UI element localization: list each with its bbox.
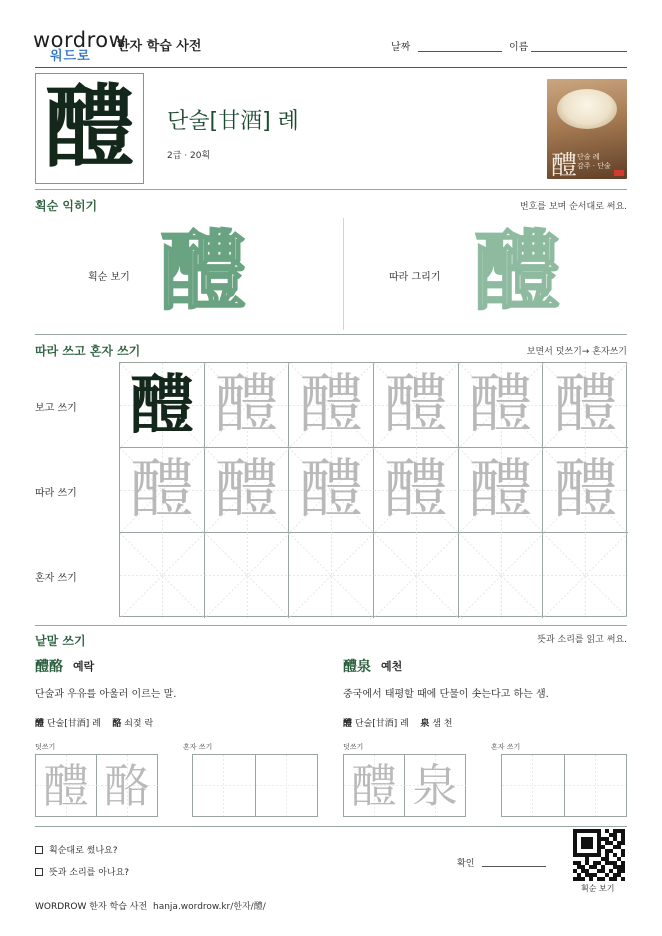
grid-cell-solo[interactable]: [543, 533, 628, 618]
grid-cell-trace[interactable]: [374, 448, 459, 533]
grid-cell-trace[interactable]: [120, 448, 205, 533]
app-title: 한자 학습 사전: [117, 39, 202, 54]
check-stroke-order-label: 획순대로 썼나요?: [49, 846, 118, 856]
word2-trace-char1: 醴: [351, 759, 397, 813]
word2-solo-cell[interactable]: [565, 755, 627, 816]
date-label: 날짜: [391, 42, 411, 53]
cell-guide-lines: [256, 755, 317, 816]
qr-label: 획순 보기: [581, 884, 615, 893]
stroke-trace-character: 醴: [474, 221, 560, 322]
stroke-section-note: 번호를 보며 순서대로 써요.: [519, 202, 627, 212]
photo-character: 醴: [551, 151, 578, 179]
word2-solo-box[interactable]: [501, 754, 627, 817]
grid-cell-view[interactable]: [205, 363, 290, 448]
hero-divider: [35, 189, 627, 190]
word1-reading: 예락: [73, 660, 95, 673]
name-field-line: [531, 51, 627, 52]
grid-character: 醴: [214, 368, 279, 442]
grid-character: 醴: [383, 453, 448, 527]
grid-cell-solo[interactable]: [459, 533, 544, 618]
header-divider: [35, 67, 627, 68]
word2-part2-char: 泉: [420, 719, 430, 729]
word2-meaning: 중국에서 태평할 때에 단물이 솟는다고 하는 샘.: [343, 689, 549, 700]
writing-section-note: 보면서 덧쓰기→ 혼자쓰기: [526, 347, 627, 357]
word2-trace-char2: 泉: [412, 759, 458, 813]
footer-brand: WORDROW 한자 학습 사전: [35, 902, 148, 912]
grid-guide-lines: [289, 533, 374, 618]
grid-guide-lines: [543, 533, 628, 618]
writing-grid: [119, 362, 627, 617]
row-label-solo: 혼자 쓰기: [35, 573, 77, 584]
word1-trace-box[interactable]: [35, 754, 158, 817]
grid-cell-view[interactable]: [543, 363, 628, 448]
grid-cell-solo[interactable]: [289, 533, 374, 618]
qr-code-icon[interactable]: [573, 829, 625, 881]
photo-caption-line1: 단술 례: [577, 153, 600, 161]
word1-parts: [35, 716, 153, 729]
grid-cell-trace[interactable]: [543, 448, 628, 533]
photo-caption-line2: 감주 · 단술: [577, 162, 611, 170]
word2-part1-char: 醴: [343, 719, 353, 729]
word1-trace-cell[interactable]: [97, 755, 157, 816]
grid-cell-trace[interactable]: [289, 448, 374, 533]
stroke-order-character: 醴: [160, 221, 246, 322]
grid-cell-trace[interactable]: [459, 448, 544, 533]
photo-badge: [614, 170, 624, 176]
grid-guide-lines: [374, 533, 459, 618]
word2-part2-gloss: 샘 천: [432, 719, 453, 729]
word2-part1-gloss: 단술[甘酒] 례: [354, 719, 409, 729]
logo-korean: 워드로: [50, 49, 91, 64]
vocab-section-note: 뜻과 소리를 읽고 써요.: [537, 635, 627, 645]
word1-trace-char2: 酪: [104, 759, 150, 813]
word1-trace-cell[interactable]: [36, 755, 97, 816]
confirm-signature-line: [482, 866, 546, 867]
check-meaning-sound-label: 뜻과 소리를 아나요?: [49, 868, 130, 878]
grid-character: 醴: [299, 368, 364, 442]
word1-hanja: 醴酪: [35, 659, 63, 675]
name-label: 이름: [509, 42, 529, 53]
writing-section-title: 따라 쓰고 혼자 쓰기: [35, 344, 141, 358]
stroke-divider: [343, 218, 344, 330]
grid-character: 醴: [468, 368, 533, 442]
grid-character: 醴: [553, 453, 618, 527]
bowl-image: [557, 89, 617, 129]
word1-trace-char1: 醴: [43, 759, 89, 813]
grid-cell-view[interactable]: [459, 363, 544, 448]
word1-trace-label: 덧쓰기: [35, 743, 56, 751]
word2-trace-label: 덧쓰기: [343, 743, 364, 751]
grid-guide-lines: [459, 533, 544, 618]
grid-character: 醴: [299, 453, 364, 527]
grid-guide-lines: [205, 533, 290, 618]
word1-solo-box[interactable]: [192, 754, 318, 817]
confirm-label: 확인: [457, 859, 475, 869]
vocab-section-title: 낱말 쓰기: [35, 634, 86, 648]
word2-solo-cell[interactable]: [502, 755, 565, 816]
cell-guide-lines: [193, 755, 254, 816]
checkbox-meaning-sound[interactable]: [35, 868, 43, 876]
word2-parts: [343, 716, 452, 729]
row-label-view: 보고 쓰기: [35, 403, 77, 414]
grid-guide-lines: [120, 533, 205, 618]
grid-character: 醴: [129, 453, 194, 527]
word2-trace-cell[interactable]: [405, 755, 465, 816]
grid-cell-trace[interactable]: [205, 448, 290, 533]
grid-cell-view[interactable]: [120, 363, 205, 448]
word1-part1-char: 醴: [35, 719, 45, 729]
stroke-view-label: 획순 보기: [88, 272, 130, 283]
check-stroke-order[interactable]: [35, 843, 118, 856]
grid-cell-view[interactable]: [374, 363, 459, 448]
hero-meta: 2급 · 20획: [167, 151, 211, 161]
stroke-trace-label: 따라 그리기: [389, 272, 441, 283]
date-field-line: [418, 51, 502, 52]
grid-cell-view[interactable]: [289, 363, 374, 448]
vocab-section-divider: [35, 826, 627, 827]
row-label-trace: 따라 쓰기: [35, 488, 77, 499]
stroke-section-title: 획순 익히기: [35, 199, 98, 213]
stroke-section-divider: [35, 334, 627, 335]
logo-wordmark: wordrow: [33, 28, 127, 52]
word1-meaning: 단술과 우유를 아울러 이르는 말.: [35, 689, 177, 700]
word1-part1-gloss: 단술[甘酒] 례: [46, 719, 101, 729]
checkbox-stroke-order[interactable]: [35, 846, 43, 854]
cell-guide-lines: [565, 755, 626, 816]
word1-solo-cell[interactable]: [193, 755, 256, 816]
check-meaning-sound[interactable]: [35, 865, 129, 878]
photo-caption: [577, 153, 611, 171]
cell-guide-lines: [502, 755, 563, 816]
word2-hanja: 醴泉: [343, 659, 371, 675]
grid-character: 醴: [129, 368, 194, 443]
word1-part2-char: 酪: [112, 719, 122, 729]
grid-cell-solo[interactable]: [374, 533, 459, 618]
grid-character: 醴: [214, 453, 279, 527]
writing-section-divider: [35, 625, 627, 626]
word2-trace-box[interactable]: [343, 754, 466, 817]
word1-solo-cell[interactable]: [256, 755, 318, 816]
footer-url[interactable]: hanja.wordrow.kr/한자/醴/: [153, 902, 266, 912]
grid-cell-solo[interactable]: [120, 533, 205, 618]
hero-photo: [547, 79, 627, 179]
word2-trace-cell[interactable]: [344, 755, 405, 816]
hero-title: 단술[甘酒] 례: [167, 109, 299, 134]
grid-character: 醴: [383, 368, 448, 442]
grid-cell-solo[interactable]: [205, 533, 290, 618]
hero-character: 醴: [44, 74, 135, 180]
word1-solo-label: 혼자 쓰기: [183, 743, 213, 751]
word2-reading: 예천: [381, 660, 403, 673]
word1-part2-gloss: 쇠젖 락: [124, 719, 154, 729]
grid-character: 醴: [553, 368, 618, 442]
grid-character: 醴: [468, 453, 533, 527]
word2-solo-label: 혼자 쓰기: [491, 743, 521, 751]
